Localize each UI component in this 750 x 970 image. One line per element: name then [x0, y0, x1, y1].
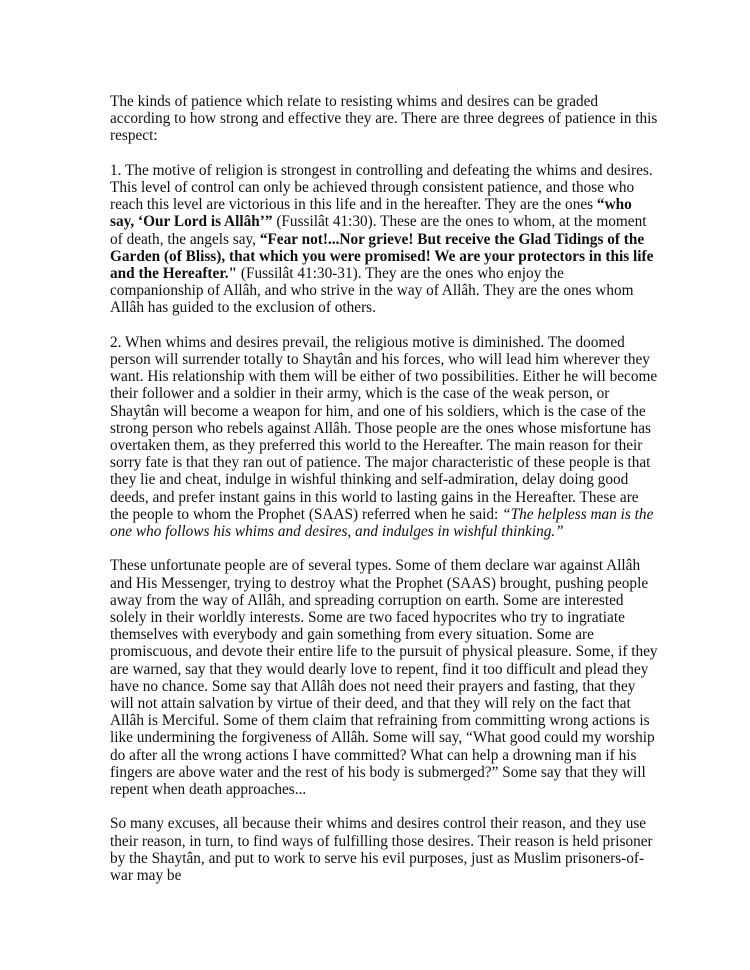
- text-run: away from the way of Allâh, and spreading corruption on earth. Some are interested: [110, 591, 624, 609]
- bold-quote: and the Hereafter.": [110, 265, 238, 283]
- text-line: [110, 454, 670, 471]
- text-run: promiscuous, and devote their entire life to the pursuit of physical pleasure. Some, if they: [110, 643, 658, 661]
- text-run: respect:: [110, 127, 158, 145]
- text-line: [110, 626, 670, 643]
- text-run: strong person who rebels against Allâh. Those people are the ones whose misfortune has: [110, 419, 651, 437]
- paragraph-excuses: [110, 815, 670, 884]
- text-run: like undermining the forgiveness of Allâh. Some will say, “What good could my worship: [110, 729, 655, 747]
- text-run: companionship of Allâh, and who strive in the way of Allâh. They are the ones whom: [110, 282, 634, 300]
- text-run: solely in their worldly interests. Some are two faced hypocrites who try to ingratiate: [110, 609, 625, 627]
- text-run: This level of control can only be achieved through consistent patience, and those who: [110, 179, 635, 196]
- text-run: have no chance. Some say that Allâh does not need their prayers and fasting, that they: [110, 677, 636, 695]
- text-run: sorry fate is that they ran out of patience. The major characteristic of these people is that: [110, 454, 651, 472]
- bold-quote: “Fear not!...Nor grieve! But receive the Glad Tidings of the: [259, 230, 645, 248]
- text-line: [110, 575, 670, 592]
- text-line: [110, 833, 670, 850]
- text-run: repent when death approaches...: [110, 781, 307, 799]
- text-line: [110, 334, 670, 351]
- text-run: and His Messenger, trying to destroy what the Prophet (SAAS) brought, pushing people: [110, 574, 649, 592]
- text-run: Allâh has guided to the exclusion of others.: [110, 299, 376, 317]
- text-line: [110, 557, 670, 574]
- text-line: [110, 643, 670, 660]
- text-run: war may be: [110, 867, 182, 885]
- text-line: [110, 231, 670, 248]
- text-run: their follower and a soldier in their army, which is the case of the weak person, or: [110, 385, 610, 403]
- text-line: [110, 867, 670, 884]
- text-line: [110, 489, 670, 506]
- paragraph-types: [110, 557, 670, 798]
- text-run: reach this level are victorious in this life and in the hereafter. They are the ones: [110, 196, 597, 214]
- text-line: [110, 162, 670, 179]
- text-run: person will surrender totally to Shaytân and his forces, who will lead him wherever they: [110, 351, 650, 369]
- text-line: [110, 850, 670, 867]
- text-line: [110, 712, 670, 729]
- text-run: overtaken them, as they preferred this world to the Hereafter. The main reason for their: [110, 437, 643, 455]
- text-line: [110, 282, 670, 299]
- text-line: [110, 179, 670, 196]
- text-line: [110, 661, 670, 678]
- text-line: [110, 592, 670, 609]
- paragraph-degree-1: [110, 162, 670, 317]
- text-run: 2. When whims and desires prevail, the religious motive is diminished. The doomed: [110, 333, 625, 351]
- text-run: deeds, and prefer instant gains in this world to lasting gains in the Hereafter. These are: [110, 488, 639, 506]
- text-run: Allâh is Merciful. Some of them claim that refraining from committing wrong actions is: [110, 712, 650, 730]
- text-line: [110, 815, 670, 832]
- bold-quote: say, ‘Our Lord is Allâh’”: [110, 213, 273, 231]
- text-line: [110, 213, 670, 230]
- text-line: [110, 248, 670, 265]
- text-line: [110, 368, 670, 385]
- text-run: do after all the wrong actions I have committed? What can help a drowning man if his: [110, 746, 637, 764]
- text-run: (Fussilât 41:30). These are the ones to whom, at the moment: [272, 213, 647, 231]
- text-line: [110, 385, 670, 402]
- text-line: [110, 695, 670, 712]
- text-run: they lie and cheat, indulge in wishful thinking and self-admiration, delay doing good: [110, 471, 629, 489]
- text-run: of death, the angels say,: [110, 230, 260, 248]
- text-run: Shaytân will become a weapon for him, and one of his soldiers, which is the case of the: [110, 402, 646, 420]
- paragraph-degree-2: [110, 334, 670, 540]
- document-body: [110, 93, 670, 884]
- text-line: [110, 351, 670, 368]
- text-line: [110, 299, 670, 316]
- text-line: [110, 93, 670, 110]
- text-run: fingers are above water and the rest of his body is submerged?” Some say that they will: [110, 763, 646, 781]
- text-line: [110, 764, 670, 781]
- text-line: [110, 127, 670, 144]
- text-run: by the Shaytân, and put to work to serve his evil purposes, just as Muslim prisoners-of-: [110, 849, 645, 867]
- paragraph-intro: [110, 93, 670, 145]
- text-line: [110, 678, 670, 695]
- text-line: [110, 196, 670, 213]
- text-line: [110, 471, 670, 488]
- text-run: These unfortunate people are of several types. Some of them declare war against Allâh: [110, 557, 641, 575]
- text-line: [110, 609, 670, 626]
- text-line: [110, 420, 670, 437]
- bold-quote: “who: [596, 196, 632, 214]
- text-line: [110, 265, 670, 282]
- text-line: [110, 437, 670, 454]
- text-run: want. His relationship with them will be either of two possibilities. Either he will become: [110, 368, 658, 386]
- text-run: So many excuses, all because their whims and desires control their reason, and they use: [110, 815, 647, 833]
- text-line: [110, 506, 670, 523]
- text-line: [110, 110, 670, 127]
- text-run: (Fussilât 41:30-31). They are the ones who enjoy the: [237, 265, 564, 283]
- document-page: [110, 93, 670, 901]
- text-run: according to how strong and effective they are. There are three degrees of patience in this: [110, 110, 658, 128]
- bold-quote: Garden (of Bliss), that which you were promised! We are your protectors in this life: [110, 247, 654, 265]
- text-run: their reason, in turn, to find ways of fulfilling those desires. Their reason is held prisoner: [110, 832, 653, 850]
- text-line: [110, 523, 670, 540]
- italic-quote: “The helpless man is the: [502, 505, 654, 523]
- text-run: are warned, say that they would dearly love to repent, find it too difficult and plead they: [110, 660, 649, 678]
- text-run: themselves with everybody and gain something from every situation. Some are: [110, 626, 594, 644]
- text-run: The kinds of patience which relate to resisting whims and desires can be graded: [110, 93, 599, 110]
- text-run: will not attain salvation by virtue of their deed, and that they will rely on the fact that: [110, 695, 631, 713]
- text-line: [110, 747, 670, 764]
- italic-quote: one who follows his whims and desires, and indulges in wishful thinking.”: [110, 523, 564, 541]
- text-line: [110, 729, 670, 746]
- text-line: [110, 403, 670, 420]
- text-run: the people to whom the Prophet (SAAS) referred when he said:: [110, 505, 503, 523]
- text-line: [110, 781, 670, 798]
- text-run: 1. The motive of religion is strongest in controlling and defeating the whims and desires.: [110, 161, 653, 179]
